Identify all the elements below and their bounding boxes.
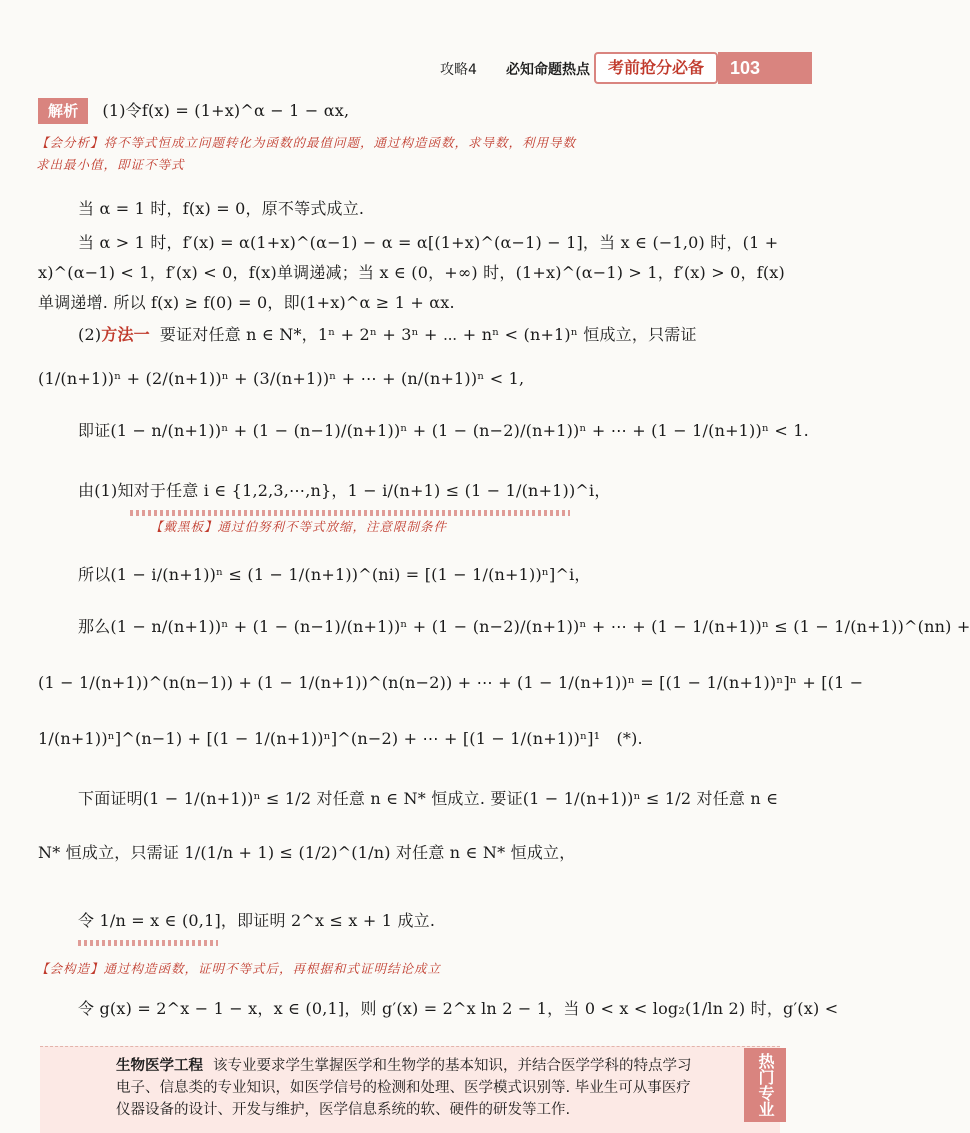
note-analysis-line-2: 求出最小值，即证不等式	[36, 157, 185, 172]
page-number: 103	[718, 52, 812, 84]
note-analysis	[36, 132, 770, 176]
line-14: 下面证明(1 − 1/(n+1))ⁿ ≤ 1/2 对任意 n ∈ N* 恒成立. 要证(1 − 1/(n+1))ⁿ ≤ 1/2 对任意 n ∈	[78, 789, 779, 808]
line-8: 即证(1 − n/(n+1))ⁿ + (1 − (n−1)/(n+1))ⁿ + (1 − (n−2)/(n+1))ⁿ + ⋯ + (1 − 1/(n+1))ⁿ < 1.	[78, 421, 809, 440]
line-5: 单调递增. 所以 f(x) ≥ f(0) = 0，即(1+x)^α ≥ 1 + αx.	[38, 293, 455, 312]
line-6-text: 要证对任意 n ∈ N*，1ⁿ + 2ⁿ + 3ⁿ + ⋯ + nⁿ < (n+1)ⁿ 恒成立，只需证	[159, 325, 697, 344]
section-label: 必知命题热点	[506, 62, 590, 78]
note-construct: 【会构造】通过构造函数，证明不等式后，再根据和式证明结论成立	[36, 961, 442, 976]
line-10: 所以(1 − i/(n+1))ⁿ ≤ (1 − 1/(n+1))^(ni) = [(1 − 1/(n+1))ⁿ]^i，	[78, 565, 591, 584]
line-1-text: (1)令f(x) = (1+x)^α − 1 − αx,	[102, 101, 350, 120]
footer-description: 该专业要求学生掌握医学和生物学的基本知识，并结合医学学科的特点学习电子、信息类的专业知识，如医学信号的检测和处理、医学模式识别等. 毕业生可从事医疗仪器设备的设计、开发与维护，医学信息系统的软、硬件的研发等工作.	[116, 1058, 692, 1118]
line-6: (2)方法一 要证对任意 n ∈ N*，1ⁿ + 2ⁿ + 3ⁿ + ⋯ + nⁿ < (n+1)ⁿ 恒成立，只需证	[78, 325, 697, 344]
line-4: x)^(α−1) < 1，f′(x) < 0，f(x)单调递减；当 x ∈ (0，+∞) 时，(1+x)^(α−1) > 1，f′(x) > 0，f(x)	[38, 263, 785, 282]
line-3: 当 α > 1 时，f′(x) = α(1+x)^(α−1) − α = α[(1+x)^(α−1) − 1]，当 x ∈ (−1,0) 时，(1 +	[78, 233, 779, 252]
line-12: (1 − 1/(n+1))^(n(n−1)) + (1 − 1/(n+1))^(n(n−2)) + ⋯ + (1 − 1/(n+1))ⁿ = [(1 − 1/(n+1))ⁿ]ⁿ + [(1 −	[38, 673, 864, 692]
page-header	[440, 52, 800, 84]
note-analysis-line-1: 【会分析】将不等式恒成立问题转化为函数的最值问题，通过构造函数，求导数，利用导数	[36, 135, 577, 150]
header-badge: 考前抢分必备	[594, 52, 718, 84]
footer-title: 生物医学工程	[116, 1058, 203, 1074]
analysis-tag: 解析	[38, 98, 88, 124]
strategy-label: 攻略4	[440, 62, 477, 78]
note-blackboard: 【戴黑板】通过伯努利不等式放缩，注意限制条件	[150, 519, 448, 534]
footer-text	[116, 1055, 700, 1121]
line-7: (1/(n+1))ⁿ + (2/(n+1))ⁿ + (3/(n+1))ⁿ + ⋯ + (n/(n+1))ⁿ < 1,	[38, 369, 525, 388]
line-9: 由(1)知对于任意 i ∈ {1,2,3,⋯,n}，1 − i/(n+1) ≤ (1 − 1/(n+1))^i，	[78, 481, 611, 500]
line-11: 那么(1 − n/(n+1))ⁿ + (1 − (n−1)/(n+1))ⁿ + (1 − (n−2)/(n+1))ⁿ + ⋯ + (1 − 1/(n+1))ⁿ ≤ (1 − 1/(n+1))^(nn) +	[78, 617, 970, 636]
method-label: 方法一	[101, 325, 150, 344]
footer-box	[40, 1046, 780, 1133]
side-tab: 热门专业	[744, 1048, 786, 1122]
underline-wavy-2	[78, 940, 218, 946]
line-13: 1/(n+1))ⁿ]^(n−1) + [(1 − 1/(n+1))ⁿ]^(n−2) + ⋯ + [(1 − 1/(n+1))ⁿ]¹ (*).	[38, 729, 643, 748]
line-15: N* 恒成立，只需证 1/(1/n + 1) ≤ (1/2)^(1/n) 对任意 n ∈ N* 恒成立，	[38, 843, 576, 862]
line-2: 当 α = 1 时，f(x) = 0，原不等式成立.	[78, 199, 365, 218]
line-16: 令 1/n = x ∈ (0,1]，即证明 2^x ≤ x + 1 成立.	[78, 911, 436, 930]
line-17: 令 g(x) = 2^x − 1 − x，x ∈ (0,1]，则 g′(x) = 2^x ln 2 − 1，当 0 < x < log₂(1/ln 2) 时，g′(x) <	[78, 999, 839, 1018]
line-1	[38, 98, 770, 124]
